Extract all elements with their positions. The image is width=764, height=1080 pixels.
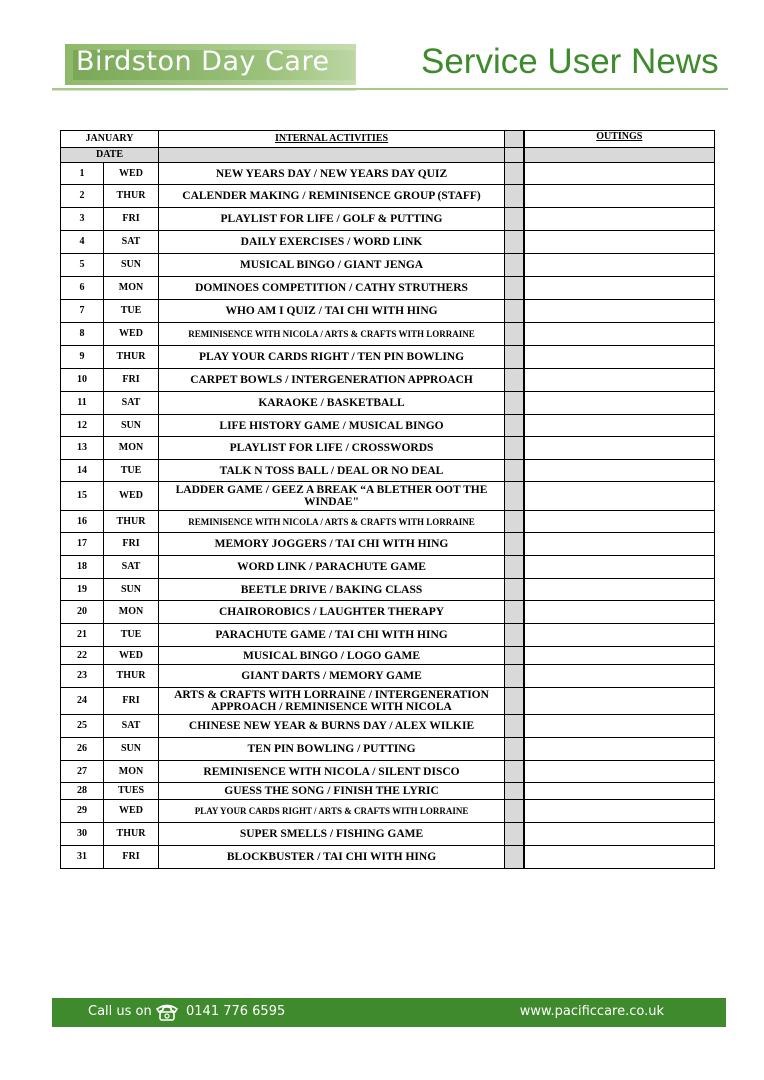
activity-cell: GUESS THE SONG / FINISH THE LYRIC — [159, 783, 505, 800]
day-number: 20 — [61, 601, 104, 624]
spacer-cell — [505, 665, 524, 688]
day-number: 8 — [61, 323, 104, 346]
day-number: 3 — [61, 208, 104, 231]
table-row — [61, 800, 715, 823]
outing-cell — [524, 738, 715, 761]
spacer-cell — [505, 131, 524, 148]
spacer-cell — [505, 846, 524, 869]
table-row — [61, 511, 715, 533]
day-number: 31 — [61, 846, 104, 869]
activity-cell: SUPER SMELLS / FISHING GAME — [159, 823, 505, 846]
day-name: SUN — [104, 415, 159, 437]
activity-cell: REMINISENCE WITH NICOLA / ARTS & CRAFTS WITH LORRAINE — [159, 323, 505, 346]
phone-number: 0141 776 6595 — [186, 1004, 286, 1019]
spacer-cell — [505, 624, 524, 647]
day-name: WED — [104, 323, 159, 346]
day-number: 19 — [61, 579, 104, 601]
activities-table — [60, 130, 715, 869]
table-row — [61, 369, 715, 392]
activity-cell: PARACHUTE GAME / TAI CHI WITH HING — [159, 624, 505, 647]
table-row — [61, 208, 715, 231]
spacer-cell — [505, 688, 524, 715]
day-number: 1 — [61, 163, 104, 185]
day-number: 15 — [61, 482, 104, 511]
table-row — [61, 163, 715, 185]
day-name: MON — [104, 761, 159, 783]
activity-cell: GIANT DARTS / MEMORY GAME — [159, 665, 505, 688]
spacer-cell — [505, 148, 524, 163]
outing-cell — [524, 163, 715, 185]
activities-subheader-blank — [159, 148, 505, 163]
spacer-cell — [505, 163, 524, 185]
outing-cell — [524, 715, 715, 738]
table-row — [61, 300, 715, 323]
outing-cell — [524, 761, 715, 783]
day-number: 29 — [61, 800, 104, 823]
outing-cell — [524, 254, 715, 277]
spacer-cell — [505, 647, 524, 665]
outing-cell — [524, 437, 715, 460]
day-name: SUN — [104, 254, 159, 277]
day-name: THUR — [104, 511, 159, 533]
outing-cell — [524, 300, 715, 323]
activity-cell: REMINISENCE WITH NICOLA / ARTS & CRAFTS WITH LORRAINE — [159, 511, 505, 533]
day-name: MON — [104, 437, 159, 460]
day-number: 27 — [61, 761, 104, 783]
activity-cell: TEN PIN BOWLING / PUTTING — [159, 738, 505, 761]
activity-cell: CALENDER MAKING / REMINISENCE GROUP (STAFF) — [159, 185, 505, 208]
activity-cell: WORD LINK / PARACHUTE GAME — [159, 556, 505, 579]
day-name: FRI — [104, 846, 159, 869]
spacer-cell — [505, 231, 524, 254]
outing-cell — [524, 277, 715, 300]
day-name: FRI — [104, 533, 159, 556]
day-name: THUR — [104, 823, 159, 846]
spacer-cell — [505, 437, 524, 460]
table-row — [61, 415, 715, 437]
day-name: FRI — [104, 688, 159, 715]
spacer-cell — [505, 579, 524, 601]
spacer-cell — [505, 415, 524, 437]
table-row — [61, 460, 715, 482]
spacer-cell — [505, 460, 524, 482]
outing-cell — [524, 665, 715, 688]
outing-cell — [524, 533, 715, 556]
table-row — [61, 346, 715, 369]
outing-cell — [524, 688, 715, 715]
outing-cell — [524, 647, 715, 665]
outing-cell — [524, 800, 715, 823]
day-name: MON — [104, 277, 159, 300]
day-name: TUE — [104, 624, 159, 647]
outing-cell — [524, 823, 715, 846]
day-number: 25 — [61, 715, 104, 738]
activity-cell: DAILY EXERCISES / WORD LINK — [159, 231, 505, 254]
spacer-cell — [505, 185, 524, 208]
day-number: 28 — [61, 783, 104, 800]
month-header: JANUARY — [61, 131, 159, 148]
outings-subheader-blank — [524, 148, 715, 163]
activity-cell: MUSICAL BINGO / LOGO GAME — [159, 647, 505, 665]
table-row — [61, 254, 715, 277]
day-name: TUE — [104, 300, 159, 323]
spacer-cell — [505, 556, 524, 579]
activity-cell: WHO AM I QUIZ / TAI CHI WITH HING — [159, 300, 505, 323]
day-name: THUR — [104, 185, 159, 208]
spacer-cell — [505, 800, 524, 823]
day-name: SAT — [104, 231, 159, 254]
table-row — [61, 579, 715, 601]
table-row — [61, 665, 715, 688]
activity-cell: MUSICAL BINGO / GIANT JENGA — [159, 254, 505, 277]
table-row — [61, 738, 715, 761]
spacer-cell — [505, 823, 524, 846]
activity-cell: CHINESE NEW YEAR & BURNS DAY / ALEX WILKIE — [159, 715, 505, 738]
spacer-cell — [505, 601, 524, 624]
table-row — [61, 761, 715, 783]
day-number: 14 — [61, 460, 104, 482]
activity-cell: KARAOKE / BASKETBALL — [159, 392, 505, 415]
spacer-cell — [505, 738, 524, 761]
website-link[interactable]: www.pacificcare.co.uk — [519, 1004, 664, 1019]
day-name: WED — [104, 163, 159, 185]
spacer-cell — [505, 254, 524, 277]
activity-cell: ARTS & CRAFTS WITH LORRAINE / INTERGENERATION APPROACH / REMINISENCE WITH NICOLA — [159, 688, 505, 715]
spacer-cell — [505, 277, 524, 300]
table-row — [61, 482, 715, 511]
outing-cell — [524, 601, 715, 624]
outing-cell — [524, 556, 715, 579]
table-row — [61, 533, 715, 556]
spacer-cell — [505, 511, 524, 533]
table-row — [61, 647, 715, 665]
table-row — [61, 715, 715, 738]
outing-cell — [524, 415, 715, 437]
outing-cell — [524, 482, 715, 511]
brand-name: Birdston Day Care — [76, 46, 330, 77]
header-divider-shadow — [52, 90, 356, 91]
day-name: TUES — [104, 783, 159, 800]
day-name: WED — [104, 647, 159, 665]
day-name: THUR — [104, 665, 159, 688]
table-subheader-row — [61, 148, 715, 163]
day-number: 30 — [61, 823, 104, 846]
activity-cell: PLAYLIST FOR LIFE / CROSSWORDS — [159, 437, 505, 460]
table-row — [61, 231, 715, 254]
day-number: 17 — [61, 533, 104, 556]
day-number: 26 — [61, 738, 104, 761]
table-row — [61, 783, 715, 800]
activity-cell: LIFE HISTORY GAME / MUSICAL BINGO — [159, 415, 505, 437]
activity-cell: BEETLE DRIVE / BAKING CLASS — [159, 579, 505, 601]
table-row — [61, 688, 715, 715]
activity-cell: CHAIROROBICS / LAUGHTER THERAPY — [159, 601, 505, 624]
day-number: 16 — [61, 511, 104, 533]
activity-cell: BLOCKBUSTER / TAI CHI WITH HING — [159, 846, 505, 869]
outing-cell — [524, 185, 715, 208]
day-number: 12 — [61, 415, 104, 437]
day-name: THUR — [104, 346, 159, 369]
outing-cell — [524, 231, 715, 254]
activity-cell: DOMINOES COMPETITION / CATHY STRUTHERS — [159, 277, 505, 300]
telephone-icon — [154, 1002, 180, 1022]
table-row — [61, 323, 715, 346]
table-row — [61, 277, 715, 300]
table-row — [61, 556, 715, 579]
outing-cell — [524, 460, 715, 482]
day-name: SAT — [104, 715, 159, 738]
day-name: SAT — [104, 392, 159, 415]
day-name: MON — [104, 601, 159, 624]
activity-cell: TALK N TOSS BALL / DEAL OR NO DEAL — [159, 460, 505, 482]
day-number: 24 — [61, 688, 104, 715]
spacer-cell — [505, 533, 524, 556]
outing-cell — [524, 369, 715, 392]
spacer-cell — [505, 715, 524, 738]
table-row — [61, 185, 715, 208]
table-row — [61, 392, 715, 415]
table-row — [61, 601, 715, 624]
outing-cell — [524, 323, 715, 346]
day-number: 7 — [61, 300, 104, 323]
activity-cell: PLAY YOUR CARDS RIGHT / ARTS & CRAFTS WITH LORRAINE — [159, 800, 505, 823]
day-name: FRI — [104, 208, 159, 231]
day-number: 22 — [61, 647, 104, 665]
outing-cell — [524, 392, 715, 415]
day-number: 2 — [61, 185, 104, 208]
outing-cell — [524, 511, 715, 533]
day-name: WED — [104, 800, 159, 823]
activity-cell: LADDER GAME / GEEZ A BREAK “A BLETHER OOT THE WINDAE" — [159, 482, 505, 511]
day-number: 9 — [61, 346, 104, 369]
spacer-cell — [505, 346, 524, 369]
spacer-cell — [505, 300, 524, 323]
activity-cell: MEMORY JOGGERS / TAI CHI WITH HING — [159, 533, 505, 556]
day-number: 23 — [61, 665, 104, 688]
day-number: 6 — [61, 277, 104, 300]
outing-cell — [524, 208, 715, 231]
day-name: TUE — [104, 460, 159, 482]
day-number: 4 — [61, 231, 104, 254]
day-name: SUN — [104, 738, 159, 761]
spacer-cell — [505, 761, 524, 783]
activity-cell: REMINISENCE WITH NICOLA / SILENT DISCO — [159, 761, 505, 783]
day-number: 5 — [61, 254, 104, 277]
spacer-cell — [505, 783, 524, 800]
spacer-cell — [505, 392, 524, 415]
footer-bar — [52, 998, 726, 1027]
day-number: 13 — [61, 437, 104, 460]
call-label: Call us on — [88, 1004, 152, 1019]
table-header-row — [61, 131, 715, 148]
outing-cell — [524, 624, 715, 647]
day-name: WED — [104, 482, 159, 511]
table-row — [61, 437, 715, 460]
activities-header: INTERNAL ACTIVITIES — [159, 131, 505, 148]
activity-cell: NEW YEARS DAY / NEW YEARS DAY QUIZ — [159, 163, 505, 185]
spacer-cell — [505, 482, 524, 511]
activity-cell: PLAY YOUR CARDS RIGHT / TEN PIN BOWLING — [159, 346, 505, 369]
table-row — [61, 624, 715, 647]
activity-cell: PLAYLIST FOR LIFE / GOLF & PUTTING — [159, 208, 505, 231]
outing-cell — [524, 579, 715, 601]
outings-header: OUTINGS — [524, 131, 715, 148]
day-name: SAT — [104, 556, 159, 579]
day-number: 10 — [61, 369, 104, 392]
spacer-cell — [505, 369, 524, 392]
outing-cell — [524, 783, 715, 800]
activity-cell: CARPET BOWLS / INTERGENERATION APPROACH — [159, 369, 505, 392]
day-number: 11 — [61, 392, 104, 415]
date-header: DATE — [61, 148, 159, 163]
day-name: SUN — [104, 579, 159, 601]
spacer-cell — [505, 323, 524, 346]
day-number: 21 — [61, 624, 104, 647]
day-number: 18 — [61, 556, 104, 579]
day-name: FRI — [104, 369, 159, 392]
outing-cell — [524, 346, 715, 369]
table-row — [61, 846, 715, 869]
outing-cell — [524, 846, 715, 869]
spacer-cell — [505, 208, 524, 231]
page-title: Service User News — [421, 42, 719, 81]
table-row — [61, 823, 715, 846]
